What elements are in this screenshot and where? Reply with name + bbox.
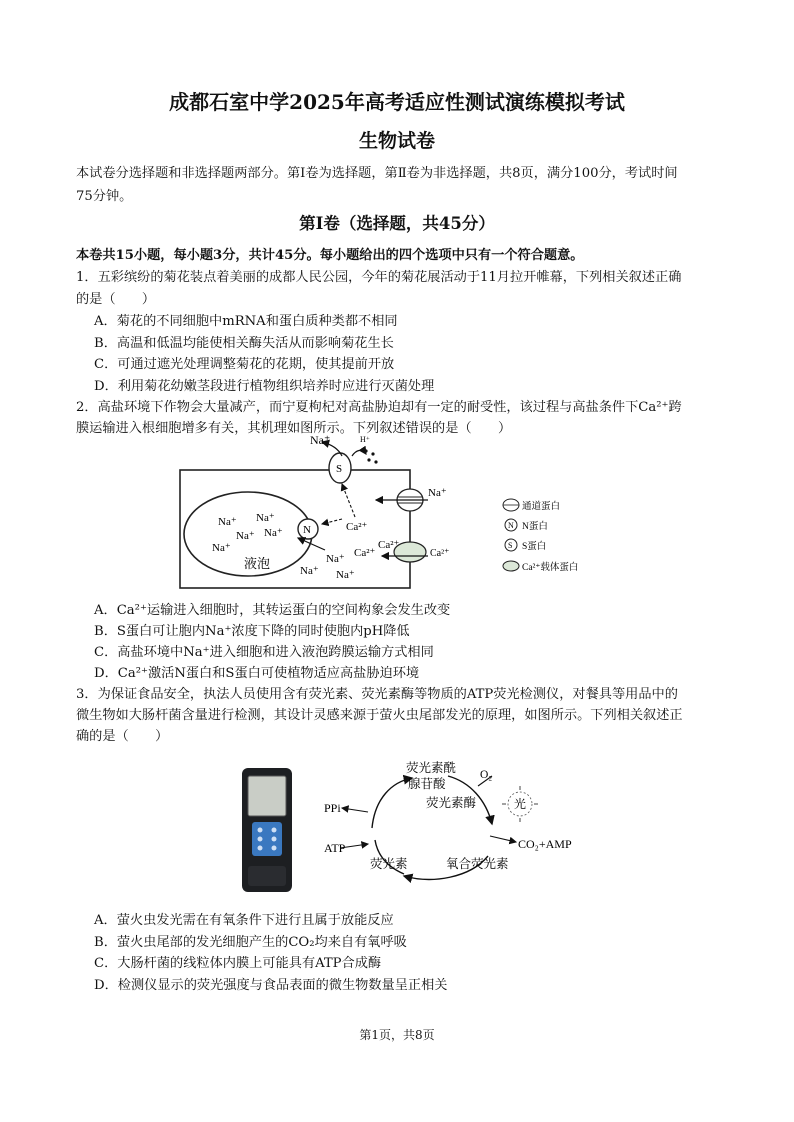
- section-instruction: 本卷共15小题，每小题3分，共计45分。每小题给出的四个选项中只有一个符合题意。: [76, 248, 584, 263]
- question-1-stem-2: 的是（ ）: [76, 292, 156, 307]
- label-adenylate: 腺苷酸: [408, 777, 446, 791]
- vacuole-na-4: Na⁺: [264, 527, 283, 539]
- vacuole-na-2: Na⁺: [256, 512, 275, 524]
- atp-detector-device: [238, 766, 296, 894]
- legend-n: N蛋白: [522, 522, 548, 532]
- question-3-option-c: C．大肠杆菌的线粒体内膜上可能具有ATP合成酶: [94, 956, 382, 971]
- question-1-option-c: C．可通过遮光处理调整菊花的花期，使其提前开放: [94, 357, 395, 372]
- question-1-stem-1: 1．五彩缤纷的菊花装点着美丽的成都人民公园，今年的菊花展活动于11月拉开帷幕，下列相关叙述正确: [76, 270, 682, 285]
- question-1-option-b: B．高温和低温均能使相关酶失活从而影响菊花生长: [94, 336, 394, 351]
- vacuole-na-5: Na⁺: [212, 542, 231, 554]
- question-3-option-b: B．萤火虫尾部的发光细胞产生的CO₂均来自有氧呼吸: [94, 935, 407, 950]
- question-1-option-a: A．菊花的不同细胞中mRNA和蛋白质种类都不相同: [94, 314, 398, 329]
- label-oxyluciferin: 氧合荧光素: [446, 857, 509, 871]
- question-2-option-d: D．Ca²⁺激活N蛋白和S蛋白可使植物适应高盐胁迫环境: [94, 666, 420, 681]
- question-2-option-c: C．高盐环境中Na⁺进入细胞和进入液泡跨膜运输方式相同: [94, 645, 434, 660]
- channel-na: Na⁺: [428, 487, 447, 499]
- label-luciferyl: 荧光素酰: [406, 761, 457, 775]
- cytosol-ca-3: Ca²⁺: [354, 547, 376, 559]
- section-title: 第Ⅰ卷（选择题，共45分）: [299, 214, 495, 233]
- outside-na: Na⁺: [310, 433, 331, 447]
- intro-line-1: 本试卷分选择题和非选择题两部分。第Ⅰ卷为选择题，第Ⅱ卷为非选择题，共8页，满分100分，考试时间: [76, 166, 678, 181]
- svg-text:S: S: [508, 541, 513, 550]
- label-ppi: PPi: [324, 801, 341, 815]
- label-luciferin: 荧光素: [370, 857, 408, 871]
- question-2-stem-1: 2．高盐环境下作物会大量减产，而宁夏枸杞对高盐胁迫却有一定的耐受性，该过程与高盐条件下Ca²⁺跨: [76, 400, 682, 415]
- legend-s: S蛋白: [522, 542, 547, 552]
- question-2-option-a: A．Ca²⁺运输进入细胞时，其转运蛋白的空间构象会发生改变: [94, 603, 451, 618]
- page-number: 第1页，共8页: [359, 1028, 435, 1042]
- question-1-option-d: D．利用菊花幼嫩茎段进行植物组织培养时应进行灭菌处理: [94, 379, 435, 394]
- exam-subtitle: 生物试卷: [358, 130, 435, 152]
- label-atp: ATP: [324, 841, 346, 855]
- question-2-option-b: B．S蛋白可让胞内Na⁺浓度下降的同时使胞内pH降低: [94, 624, 410, 639]
- n-protein-label: N: [303, 524, 311, 536]
- question-2-stem-2: 膜运输进入根细胞增多有关，其机理如图所示。下列叙述错误的是（ ）: [76, 421, 512, 436]
- question-3-figure: [320, 756, 620, 892]
- label-luciferase: 荧光素酶: [426, 796, 477, 810]
- label-co2-amp: CO₂+AMP: [518, 837, 572, 851]
- vacuole-na-3: Na⁺: [236, 530, 255, 542]
- cytosol-na-1: Na⁺: [300, 565, 319, 577]
- vacuole-na-1: Na⁺: [218, 516, 237, 528]
- intro-line-2: 75分钟。: [76, 189, 133, 204]
- legend-ca-carrier: Ca²⁺载体蛋白: [522, 563, 579, 573]
- cytosol-na-2: Na⁺: [326, 553, 345, 565]
- question-3-stem-3: 确的是（ ）: [76, 729, 169, 744]
- cytosol-na-3: Na⁺: [336, 569, 355, 581]
- question-3-stem-2: 微生物如大肠杆菌含量进行检测，其设计灵感来源于萤火虫尾部发光的原理，如图所示。下列相关叙述正: [76, 708, 683, 723]
- question-2-figure: [170, 432, 620, 592]
- outside-h: H⁺: [360, 435, 370, 444]
- s-protein-label: S: [336, 463, 343, 475]
- svg-text:N: N: [508, 521, 514, 530]
- vacuole-label: 液泡: [244, 556, 271, 571]
- cytosol-ca-2: Ca²⁺: [378, 539, 400, 551]
- exam-title: 成都石室中学2025年高考适应性测试演练模拟考试: [169, 90, 625, 114]
- outside-ca: Ca²⁺: [430, 548, 450, 559]
- cytosol-ca-1: Ca²⁺: [346, 521, 368, 533]
- figure-legend: [503, 499, 578, 573]
- question-3-option-a: A．萤火虫发光需在有氧条件下进行且属于放能反应: [94, 913, 394, 928]
- legend-channel: 通道蛋白: [522, 502, 561, 512]
- label-o2: O₂: [480, 769, 493, 781]
- label-light: 光: [514, 797, 527, 811]
- question-3-stem-1: 3．为保证食品安全，执法人员使用含有荧光素、荧光素酶等物质的ATP荧光检测仪，对餐具等用品中的: [76, 687, 678, 702]
- question-3-option-d: D．检测仪显示的荧光强度与食品表面的微生物数量呈正相关: [94, 978, 448, 993]
